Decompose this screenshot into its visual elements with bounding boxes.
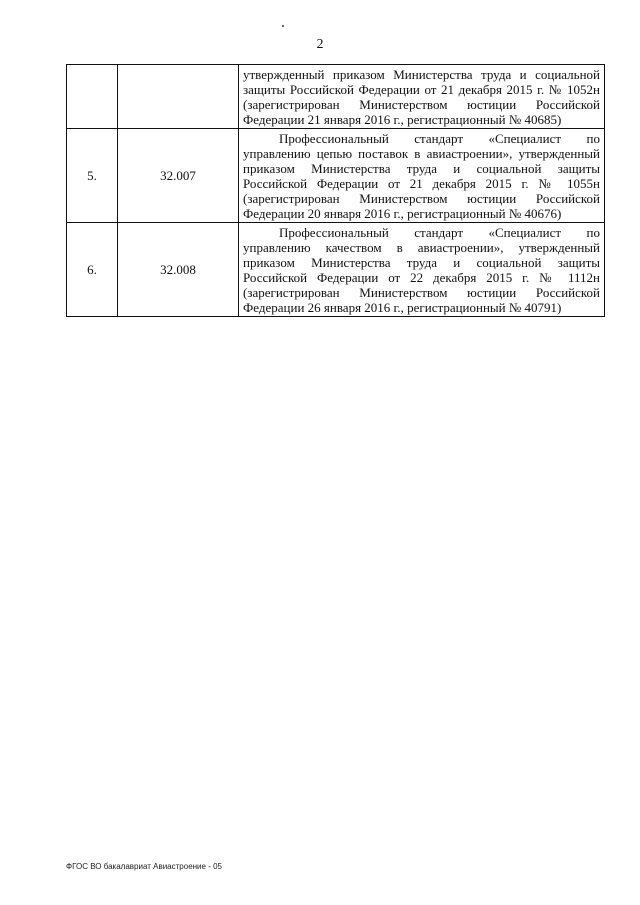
standard-description: Профессиональный стандарт «Специалист по управлению качеством в авиастроении», утвержденный приказом Министерства труда и социальной защиты Российской Федерации от 22 декабря 2015 г. № 1112н (зарегистрирован Министерством юстиции Российской Федерации 26 января 2016 г., регистрационный № 40791): [239, 223, 605, 317]
standards-table: [66, 64, 605, 317]
document-footer: ФГОС ВО бакалавриат Авиастроение - 05: [66, 862, 222, 871]
standard-description: утвержденный приказом Министерства труда и социальной защиты Российской Федерации от 21 декабря 2015 г. № 1052н (зарегистрирован Министерством юстиции Российской Федерации 21 января 2016 г., регистрационный № 40685): [239, 65, 605, 129]
standard-code: 32.007: [118, 129, 239, 223]
scan-speck: [282, 25, 284, 27]
standard-code: [118, 65, 239, 129]
table-row: [67, 223, 605, 317]
standard-code: 32.008: [118, 223, 239, 317]
row-number: [67, 65, 118, 129]
standard-description: Профессиональный стандарт «Специалист по управлению цепью поставок в авиастроении», утвержденный приказом Министерства труда и социальной защиты Российской Федерации от 21 декабря 2015 г. № 1055н (зарегистрирован Министерством юстиции Российской Федерации 20 января 2016 г., регистрационный № 40676): [239, 129, 605, 223]
table-row: [67, 65, 605, 129]
page-number: 2: [316, 37, 324, 52]
row-number: 6.: [67, 223, 118, 317]
row-number: 5.: [67, 129, 118, 223]
table-row: [67, 129, 605, 223]
